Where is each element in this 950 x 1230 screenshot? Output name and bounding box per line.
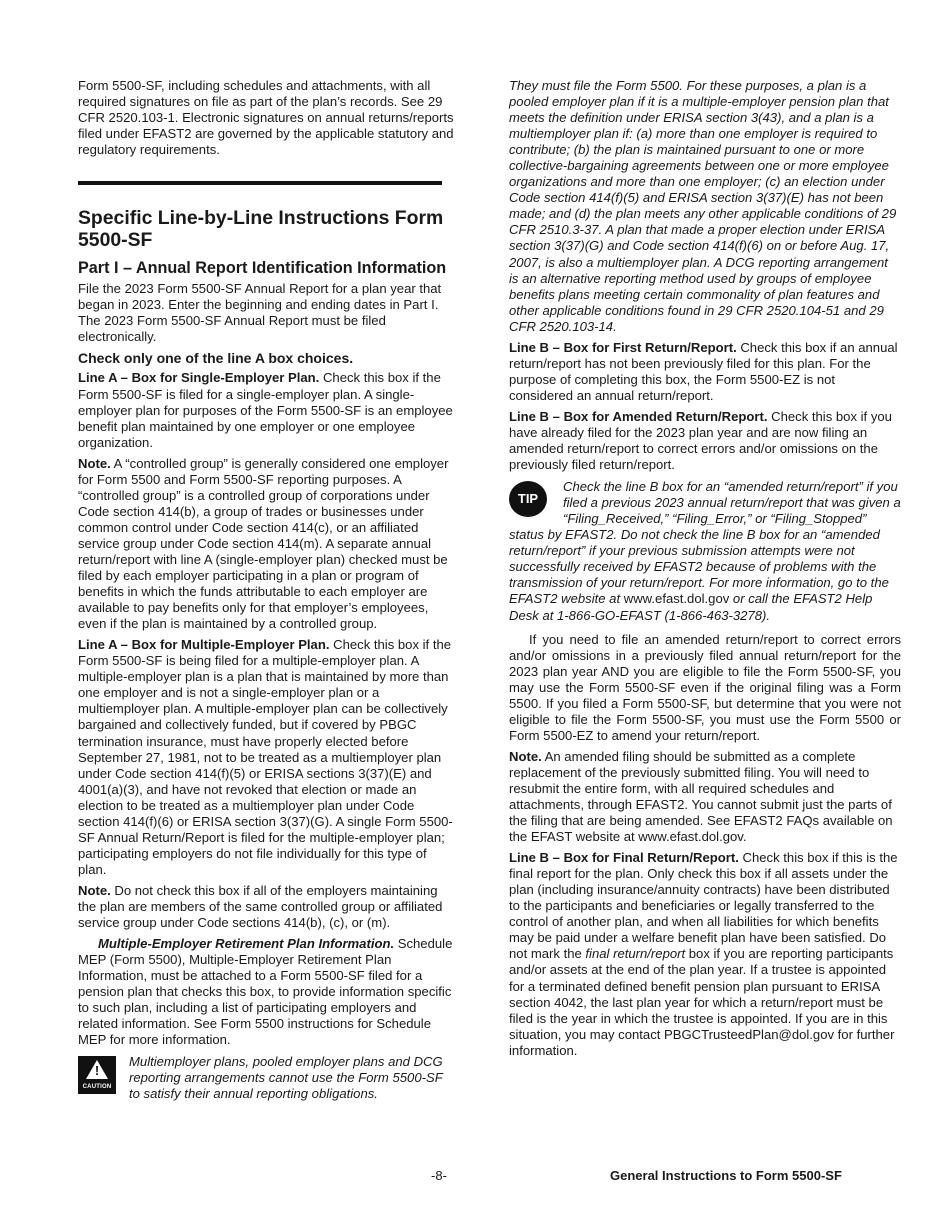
line-a-multiple-text: Check this box if the Form 5500-SF is being filed for a multiple-employer plan. A multiple-employer plan is a plan that is maintained by more than one employer and is not a single-employer plan or a multiemployer plan. A multiple-employer plan can be collectively bargained and collectively funded, but if covered by PBGC termination insurance, must have properly elected before September 27, 1981, not to be treated as a multiemployer plan under Code section 414(f)(5) or ERISA sections 3(37)(E) and 4001(a)(3), and have not revoked that election or made an election to be treated as a multiemployer plan under Code section 414(f)(6) or ERISA section 3(37)(G). A single Form 5500-SF Annual Return/Report is filed for the multiple-employer plan; participating employers do not file individually for this type of plan. xyxy=(78,637,453,877)
left-column xyxy=(78,78,456,1103)
line-b-final-label: Line B – Box for Final Return/Report. xyxy=(509,850,739,866)
efast-link[interactable]: www.efast.dol.gov xyxy=(623,591,730,607)
note-label: Note. xyxy=(78,882,111,898)
tip-box xyxy=(509,479,901,623)
line-b-first-label: Line B – Box for First Return/Report. xyxy=(509,339,737,355)
note-amended-paragraph xyxy=(509,749,901,845)
tip-text: Check the line B box for an “amended return/report” if you filed a previous 2023 annual return/report that was given a “Filing_Received,” “Filing_Error,” or “Filing_Stopped” status by EFAST2. Do not check the line B box for an “amended return/report” if your previous submission attempts were not successfully received by EFAST2 because of problems with the transmission of your return/report. For more information, go to the EFAST2 website at www.efast.dol.gov or call the EFAST2 Help Desk at 1-866-GO-EFAST (1-866-463-3278). xyxy=(509,479,901,623)
note-affiliated-group xyxy=(78,883,456,931)
line-a-single-label: Line A – Box for Single-Employer Plan. xyxy=(78,370,320,386)
mep-text: Schedule MEP (Form 5500), Multiple-Employer Retirement Plan Information, must be attached to a Form 5500-SF filed for a pension plan that checks this box, to provide information specific to such plan, including a list of participating employers and related information. See Form 5500 instructions for Schedule MEP for more information. xyxy=(78,936,453,1048)
intro-paragraph: Form 5500-SF, including schedules and attachments, with all required signatures on file as part of the plan’s records. See 29 CFR 2520.103-1. Electronic signatures on annual returns/reports filed under EFAST2 are governed by the applicable statutory and regulatory requirements. xyxy=(78,78,454,158)
part-paragraph: File the 2023 Form 5500-SF Annual Report for a plan year that began in 2023. Enter the beginning and ending dates in Part I. The 2023 Form 5500-SF Annual Report must be filed electronically. xyxy=(78,281,442,345)
note-label: Note. xyxy=(78,455,111,471)
line-a-multiple-paragraph xyxy=(78,637,456,878)
line-b-amended-label: Line B – Box for Amended Return/Report. xyxy=(509,408,768,424)
line-b-first-text: Check this box if an annual return/report has not been previously filed for this plan. For the purpose of completing this box, the Form 5500-EZ is not considered an annual return/report. xyxy=(509,339,898,403)
note-label: Note. xyxy=(509,748,542,764)
section-heading: Specific Line-by-Line Instructions Form 5500-SF xyxy=(78,207,444,252)
pooled-plan-paragraph: They must file the Form 5500. For these purposes, a plan is a pooled employer plan if it is a multiple-employer pension plan that meets the definition under ERISA section 3(43), and a plan is a multiemployer plan if: (a) more than one employer is required to contribute; (b) the plan is maintained pursuant to one or more collective-bargaining agreements between one or more employee organizations and more than one employer; (c) an election under Code section 414(f)(5) and ERISA section 3(37)(E) has not been made; and (d) the plan meets any other applicable conditions of 29 CFR 2510.3-37. A plan that made a proper election under ERISA section 3(37)(G) and Code section 414(f)(6) on or before Aug. 17, 2007, is also a multiemployer plan. A DCG reporting arrangement is an alternative reporting method used by groups of employee benefits plans meeting certain commonality of plan features and other applicable conditions found in 29 CFR 2520.104-51 and 29 CFR 2520.103-14. xyxy=(509,78,897,334)
footer-title: General Instructions to Form 5500-SF xyxy=(610,1168,842,1183)
note-controlled-group xyxy=(78,456,456,633)
line-a-single-text: Check this box if the Form 5500-SF is filed for a single-employer plan. A single-employer plan for purposes of the Form 5500-SF is an employee benefit plan maintained by one employer or one employee organization. xyxy=(78,370,453,450)
caution-box xyxy=(78,1054,456,1102)
mep-label: Multiple-Employer Retirement Plan Information. xyxy=(98,936,395,952)
line-b-final-paragraph: Line B – Box for Final Return/Report. Check this box if this is the final report for the plan. Only check this box if all assets under the plan (including insurance/annuity contracts) have been distributed to the participants and beneficiaries or legally transferred to the control of another plan, and when all liabilities for which benefits may be paid under a welfare benefit plan have been satisfied. Do not mark the final return/report box if you are reporting participants and/or assets at the end of the plan year. If a trustee is appointed for a terminated defined benefit pension plan pursuant to ERISA section 4042, the last plan year for which a return/report must be filed is the year in which the trustee is appointed. If you are in this situation, you may contact PBGCTrusteedPlan@dol.gov for further information. xyxy=(509,850,898,1058)
caution-text: Multiemployer plans, pooled employer plans and DCG reporting arrangements cannot use the Form 5500-SF to satisfy their annual reporting obligations. xyxy=(129,1054,443,1102)
part-heading: Part I – Annual Report Identification Information xyxy=(78,259,447,278)
note-text: A “controlled group” is generally considered one employer for Form 5500 and Form 5500-SF reporting purposes. A “controlled group” is a controlled group of corporations under Code section 414(b), a group of trades or businesses under common control under Code section 414(c), or an affiliated service group under Code section 414(m). A separate annual return/report with line A (single-employer plan) checked must be filed by each employer participating in a plan or program of benefits in which the funds attributable to each employer are available to pay benefits only for that employer’s employees, even if the plan is maintained by a controlled group. xyxy=(78,455,449,632)
line-a-single-paragraph xyxy=(78,370,456,450)
tip-icon: TIP xyxy=(509,481,547,517)
note-text: An amended filing should be submitted as a complete replacement of the previously submitted filing. You will need to resubmit the entire form, with all required schedules and attachments, through EFAST2. You cannot submit just the parts of the filing that are being amended. See EFAST2 FAQs available on the EFAST website at www.efast.dol.gov. xyxy=(509,748,893,845)
mep-paragraph xyxy=(78,936,456,1048)
line-a-multiple-label: Line A – Box for Multiple-Employer Plan. xyxy=(78,637,330,653)
line-b-amended-paragraph xyxy=(509,409,901,473)
amended-filing-paragraph: If you need to file an amended return/report to correct errors and/or omissions in a previously filed annual return/report for the 2023 plan year AND you are eligible to file the Form 5500-SF, you may use the Form 5500-SF even if the original filing was a Form 5500. If you filed a Form 5500-SF, but determine that you were not eligible to file the Form 5500-SF, you must use the Form 5500 or Form 5500-EZ to amend your return/report. xyxy=(509,631,901,743)
check-only-heading: Check only one of the line A box choices. xyxy=(78,350,354,367)
note-text: Do not check this box if all of the employers maintaining the plan are members of the same controlled group or affiliated service group under Code sections 414(b), (c), or (m). xyxy=(78,882,443,931)
line-b-first-paragraph xyxy=(509,340,901,404)
caution-label: CAUTION xyxy=(82,1084,112,1091)
caution-icon: ! CAUTION xyxy=(78,1056,116,1094)
page-number: -8- xyxy=(431,1168,447,1183)
right-column xyxy=(509,78,901,1064)
line-b-amended-text: Check this box if you have already filed for the 2023 plan year and are now filing an amended return/report to correct errors and/or omissions on the previously filed return/report. xyxy=(509,408,892,473)
section-divider xyxy=(78,181,442,185)
